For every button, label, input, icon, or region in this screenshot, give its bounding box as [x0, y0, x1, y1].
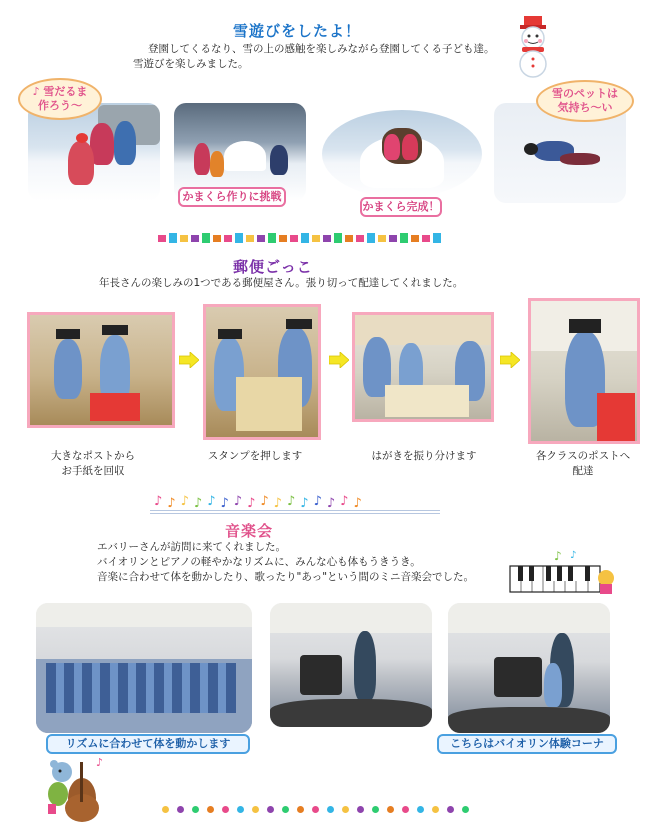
divider-square [213, 235, 221, 242]
tag-violin-trial: こちらはバイオリン体験コーナ [437, 734, 617, 754]
arrow-right-icon [500, 352, 520, 368]
music-note-icon: ♪ [340, 494, 349, 509]
bubble-snow-feels-good [536, 80, 634, 122]
divider-square [301, 233, 309, 243]
music-note-icon: ♪ [220, 496, 229, 511]
music-section-text-line3: 音楽に合わせて体を動かしたり、歌ったり"あっ"という間のミニ音楽会でした。 [97, 571, 475, 583]
divider-dot [417, 806, 424, 813]
divider-dot [282, 806, 289, 813]
divider-square [422, 235, 430, 242]
divider-square [191, 235, 199, 242]
snowman-icon [510, 14, 556, 78]
divider-square [433, 233, 441, 243]
music-note-icon: ♪ [167, 496, 176, 511]
post-caption-4-line1: 各クラスのポストへ [535, 450, 631, 462]
tag-kamakura-done: かまくら完成！ [360, 197, 442, 217]
divider-dot [387, 806, 394, 813]
divider-dot [447, 806, 454, 813]
divider-square [312, 235, 320, 242]
divider-dot [312, 806, 319, 813]
bubble-lets-make-snowman-text: ♪ 雪だるま 作ろう～ [32, 85, 88, 112]
piano-icon [508, 548, 618, 596]
music-note-divider [150, 494, 440, 516]
post-caption-4-line2: 配達 [572, 465, 594, 477]
music-photo-concert [270, 603, 432, 727]
post-caption-2 [200, 449, 310, 464]
divider-dot [192, 806, 199, 813]
music-note-icon: ♪ [313, 494, 322, 509]
divider-square [169, 233, 177, 243]
divider-square [411, 235, 419, 242]
divider-dot [462, 806, 469, 813]
music-note-icon: ♪ [193, 496, 203, 511]
divider-square [180, 235, 188, 242]
tag-rhythm: リズムに合わせて体を動かします [46, 734, 250, 754]
snow-section-title: 雪遊びをしたよ！ [233, 22, 362, 40]
divider-square [290, 235, 298, 242]
svg-text:♪: ♪ [96, 756, 104, 769]
post-caption-4 [528, 449, 638, 479]
divider-dot [252, 806, 259, 813]
divider-square [257, 235, 265, 242]
music-photo-rhythm [36, 603, 252, 733]
divider-dot [237, 806, 244, 813]
bubble-lets-make-snowman [18, 78, 102, 120]
snow-section-text-line2: 雪遊びを楽しみました。 [133, 58, 249, 70]
svg-text:♪: ♪ [554, 549, 562, 563]
post-photo-stamping [203, 304, 321, 440]
music-photo-violin-trial [448, 603, 610, 733]
post-photo-sorting [352, 312, 494, 422]
music-note-icon: ♪ [233, 494, 243, 509]
divider-square [235, 233, 243, 243]
bubble-snow-feels-good-text: 雪のペットは 気持ち～い [552, 87, 618, 114]
divider-square [268, 233, 276, 243]
divider-dot [432, 806, 439, 813]
music-note-icon: ♪ [260, 494, 269, 509]
post-section-title: 郵便ごっこ [233, 258, 313, 276]
divider-square [400, 233, 408, 243]
divider-square [378, 235, 386, 242]
post-caption-1-line1: 大きなポストから [51, 450, 135, 462]
divider-square [246, 235, 254, 242]
post-caption-1-line2: お手紙を回収 [61, 465, 125, 477]
divider-square [389, 235, 397, 242]
divider-square [345, 235, 353, 242]
divider-square [158, 235, 166, 242]
divider-squares [158, 233, 441, 243]
post-caption-1 [38, 449, 148, 479]
post-caption-3 [364, 449, 484, 464]
tag-kamakura-challenge: かまくら作りに挑戦 [178, 187, 286, 207]
divider-dot [327, 806, 334, 813]
divider-dot [297, 806, 304, 813]
divider-square [356, 235, 364, 242]
post-photo-delivering [528, 298, 640, 444]
post-caption-3-line1: はがきを振り分けます [371, 450, 477, 462]
post-caption-2-line1: スタンプを押します [207, 450, 303, 462]
music-section-title: 音楽会 [225, 522, 274, 540]
divider-square [323, 235, 331, 242]
divider-square [279, 235, 287, 242]
music-section-text-line2: バイオリンとピアノの軽やかなリズムに、みんな心も体もうきうき。 [97, 556, 421, 568]
divider-dot [342, 806, 349, 813]
divider-dot [222, 806, 229, 813]
music-note-icon: ♪ [180, 494, 189, 509]
arrow-right-icon [179, 352, 199, 368]
divider-dot [177, 806, 184, 813]
divider-square [224, 235, 232, 242]
music-note-icon: ♪ [353, 496, 362, 511]
divider-dot [357, 806, 364, 813]
divider-square [367, 233, 375, 243]
post-photo-collect-letters [27, 312, 175, 428]
divider-dot [267, 806, 274, 813]
music-note-icon: ♪ [247, 496, 256, 511]
divider-dot [402, 806, 409, 813]
music-note-icon: ♪ [273, 496, 282, 511]
music-note-icon: ♪ [286, 494, 296, 509]
snow-section-text-line1: 登園してくるなり、雪の上の感触を楽しみながら登園してくる子ども達。 [148, 43, 495, 55]
divider-dots [162, 806, 469, 813]
music-section-text-line1: エバリーさんが訪問に来てくれました。 [97, 541, 286, 553]
divider-square [334, 233, 342, 243]
music-note-icon: ♪ [326, 496, 336, 511]
music-note-icon: ♪ [154, 494, 163, 509]
music-note-icon: ♪ [207, 494, 216, 509]
divider-dot [372, 806, 379, 813]
post-section-text: 年長さんの楽しみの1つである郵便屋さん。張り切って配達してくれました。 [99, 277, 464, 289]
divider-dot [207, 806, 214, 813]
bear-cello-icon [40, 752, 112, 828]
music-note-icon: ♪ [300, 496, 309, 511]
divider-square [202, 233, 210, 243]
snow-photo-kamakura-complete [322, 110, 482, 198]
svg-text:♪: ♪ [570, 550, 577, 561]
divider-dot [162, 806, 169, 813]
arrow-right-icon [329, 352, 349, 368]
